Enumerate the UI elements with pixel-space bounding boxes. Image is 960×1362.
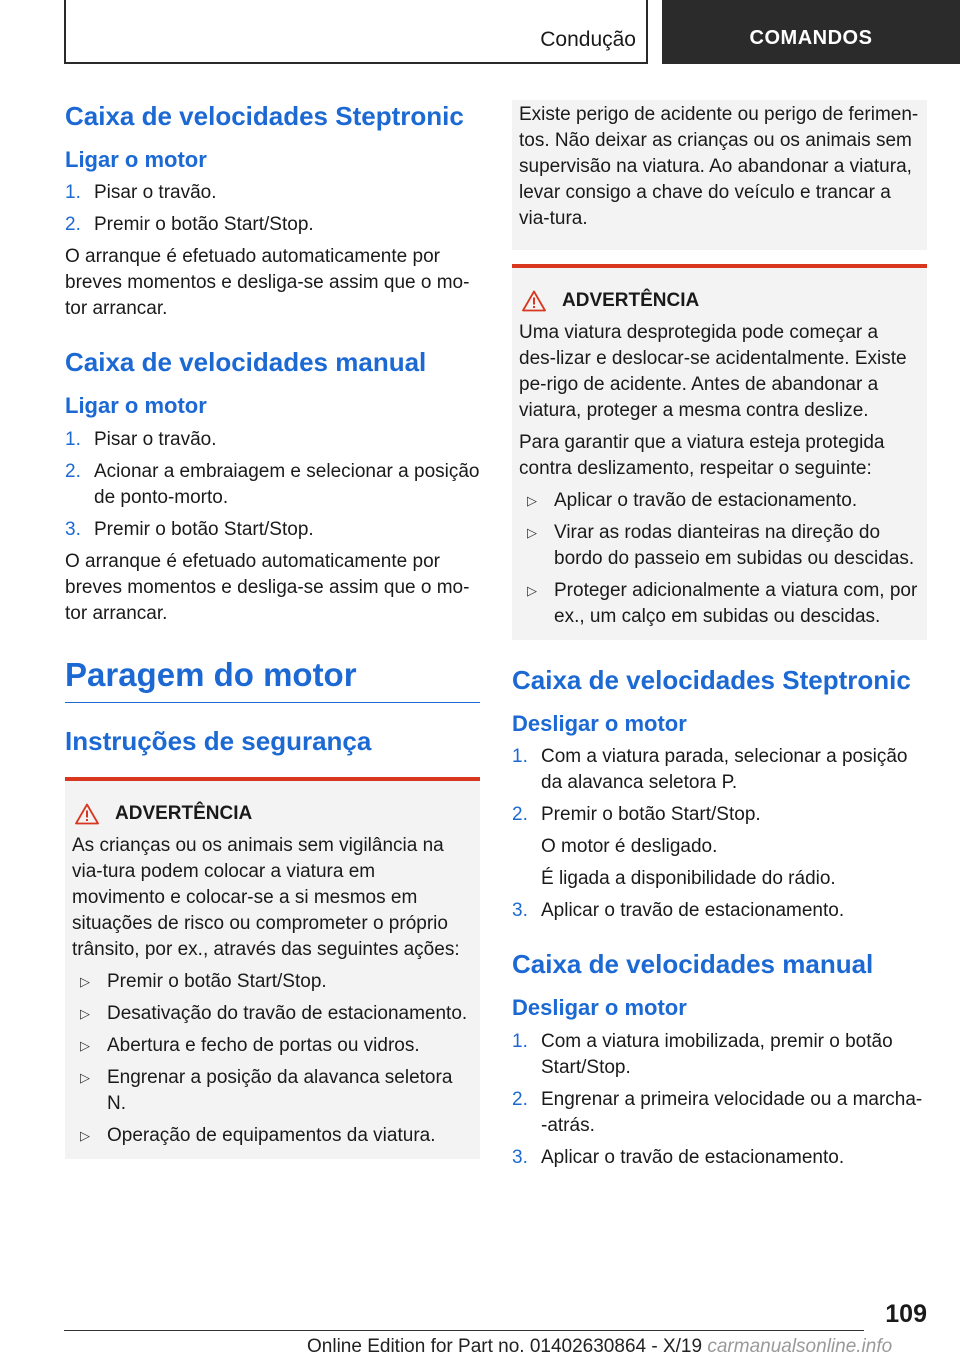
triangle-right-icon: ▷ [527,525,537,540]
warning-text: Para garantir que a viatura esteja protegida contra deslizamento, respeitar o seguinte: [519,432,885,479]
subsection-title-start-engine: Ligar o motor [65,393,207,419]
chapter-title: Paragem do motor [65,655,480,704]
right-column [512,100,927,1177]
warning-text: As crianças ou os animais sem vigilância na via-tura podem colocar a viatura em movimento e colocar-se a si mesmos em situações de risco ou comprometer o próprio trânsito, por ex., através das seguintes ações: [72,835,460,961]
triangle-right-icon: ▷ [527,493,537,508]
step-item: 2. Acionar a embraiagem e selecionar a posição de ponto-morto. [65,460,480,508]
triangle-right-icon: ▷ [80,1070,90,1086]
warning-text: Existe perigo de acidente ou perigo de ferimen-tos. Não deixar as crianças ou os animais sem supervisão na viatura. Ao abandonar a viatura, levar consigo a chave do veículo e trancar a via-tura. [519,104,919,229]
step-item: 3. Aplicar o travão de estacionamento. [512,1146,845,1168]
step-result: É ligada a disponibilidade do rádio. [541,868,836,890]
page-number: 109 [885,1300,927,1328]
section-title-steptronic-start: Caixa de velocidades Steptronic [65,101,464,131]
subsection-title-start-engine: Ligar o motor [65,146,207,172]
step-result: O motor é desligado. [541,836,718,858]
warning-title: ADVERTÊNCIA [72,803,472,825]
watermark-text[interactable]: carmanualsonline.info [707,1336,893,1357]
footer-edition [307,1336,892,1358]
section-title-steptronic-stop: Caixa de velocidades Steptronic [512,665,911,695]
bullet-item: ▷ Virar as rodas dianteiras na direção do bordo do passeio em subidas ou descidas. [527,522,915,569]
bullet-item: ▷ Desativação do travão de estacionamento. [72,1001,472,1027]
step-item: 3. Aplicar o travão de estacionamento. [512,900,845,922]
bullet-item: ▷ Premir o botão Start/Stop. [72,969,472,995]
steps-list [512,1029,927,1171]
left-column [65,100,480,1159]
steps-list [65,180,480,238]
subsection-title-stop-engine: Desligar o motor [512,995,687,1021]
step-item: 1. Com a viatura imobilizada, premir o botão Start/Stop. [512,1030,893,1078]
warning-triangle-icon [522,290,546,312]
warning-box-continued [512,100,927,250]
subsection-title-stop-engine: Desligar o motor [512,710,687,736]
steps-list [512,744,927,924]
triangle-right-icon: ▷ [80,1038,90,1054]
step-item: 2. Premir o botão Start/Stop. O motor é desligado. É ligada a disponibilidade do rádio. [512,802,927,892]
steps-list [65,427,480,543]
warning-text: Uma viatura desprotegida pode começar a des-lizar e deslocar-se acidentalmente. Existe pe-rigo de acidente. Antes de abandonar a viatura, proteger a mesma contra deslize. [519,322,907,421]
warning-bullet-list [72,969,472,1149]
bullet-item: ▷ Operação de equipamentos da viatura. [72,1123,472,1149]
step-item: 2. Premir o botão Start/Stop. [65,214,314,236]
step-item: 3. Premir o botão Start/Stop. [65,518,314,540]
bullet-item: ▷ Abertura e fecho de portas ou vidros. [72,1033,472,1059]
body-paragraph: O arranque é efetuado automaticamente por breves momentos e desliga-se assim que o mo-tor arrancar. [65,550,470,624]
step-item: 1. Pisar o travão. [65,428,217,450]
section-title-manual-start: Caixa de velocidades manual [65,347,427,378]
warning-box [65,777,480,1159]
warning-title: ADVERTÊNCIA [519,290,919,312]
header-section-title: Condução [540,28,636,51]
bullet-item: ▷ Proteger adicionalmente a viatura com, por ex., um calço em subidas ou descidas. [527,580,918,627]
bullet-item: ▷ Aplicar o travão de estacionamento. [519,488,919,514]
bullet-item: ▷ Engrenar a posição da alavanca seletora N. [80,1067,453,1115]
warning-triangle-icon [75,803,99,825]
header-chapter-tab: COMANDOS [662,0,960,64]
body-paragraph: O arranque é efetuado automaticamente por breves momentos e desliga-se assim que o mo-tor arrancar. [65,246,470,320]
step-item: 1. Com a viatura parada, selecionar a posição da alavanca seletora P. [512,746,908,794]
footer-divider [64,1330,864,1331]
edition-text: Online Edition for Part no. 01402630864 - X/19 [307,1336,703,1357]
step-item: 1. Pisar o travão. [65,182,217,204]
triangle-right-icon: ▷ [527,583,537,598]
triangle-right-icon: ▷ [80,974,90,990]
warning-bullet-list [519,488,919,630]
triangle-right-icon: ▷ [80,1128,90,1144]
section-title-manual-stop: Caixa de velocidades manual [512,949,874,980]
step-item: 2. Engrenar a primeira velocidade ou a marcha--atrás. [512,1088,923,1136]
warning-box [512,264,927,640]
triangle-right-icon: ▷ [80,1006,90,1022]
section-title-safety: Instruções de segurança [65,726,372,757]
